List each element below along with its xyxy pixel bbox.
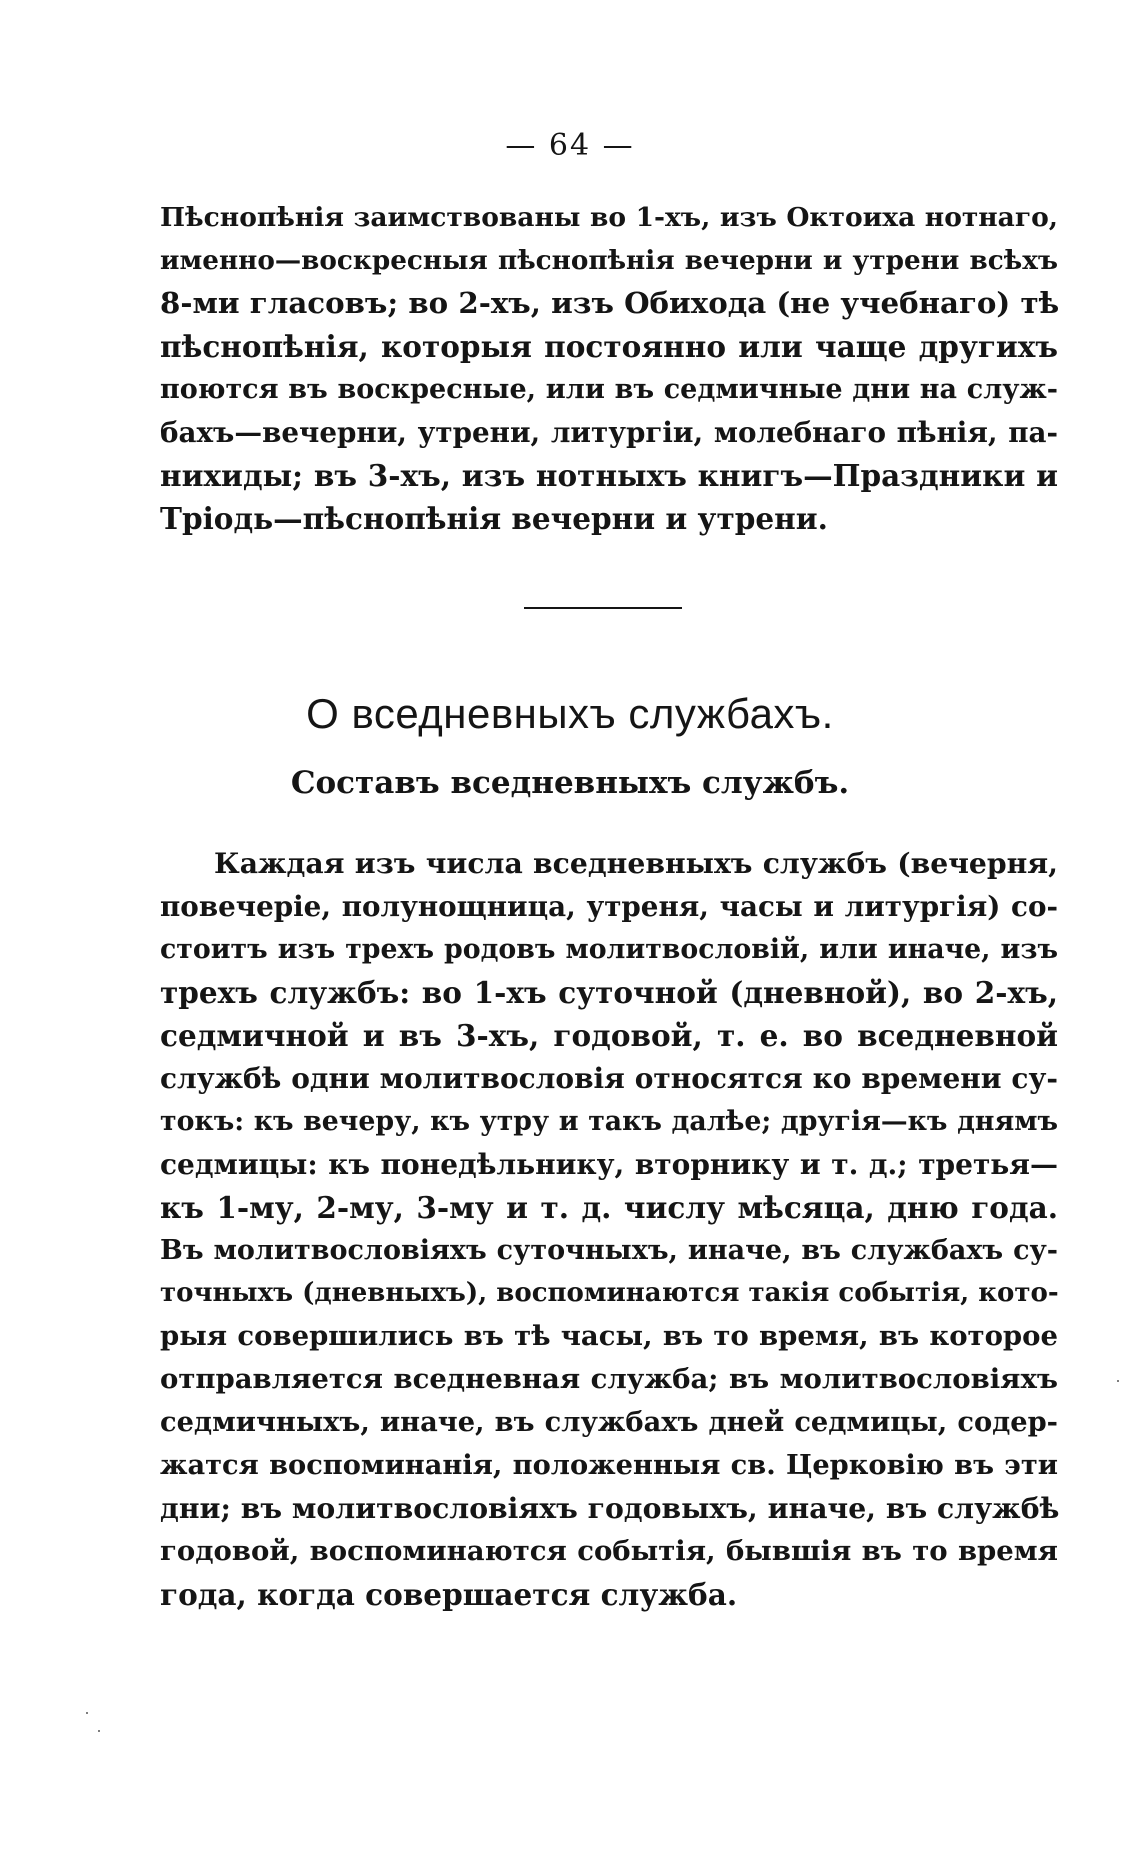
text-line: рыя совершились въ тѣ часы, въ то время, въ которое xyxy=(160,1320,1058,1352)
text-line: Въ молитвословіяхъ суточныхъ, иначе, въ службахъ су- xyxy=(160,1235,1058,1266)
text-line: года, когда совершается служба. xyxy=(160,1577,738,1612)
text-line: 8-ми гласовъ; во 2-хъ, изъ Обихода (не учебнаго) тѣ xyxy=(160,286,1060,320)
text-line: службѣ одни молитвословія относятся ко времени су- xyxy=(160,1062,1058,1095)
text-line: къ 1-му, 2-му, 3-му и т. д. числу мѣсяца, дню года. xyxy=(160,1190,1058,1225)
text-line: седмичной и въ 3-хъ, годовой, т. е. во вседневной xyxy=(160,1018,1058,1053)
text-line: Каждая изъ числа вседневныхъ службъ (вечерня, xyxy=(214,846,1058,880)
section-divider xyxy=(524,607,682,609)
scan-speck xyxy=(1117,1380,1119,1382)
paragraph-daily-services xyxy=(160,842,1058,1616)
text-line: годовой, воспоминаются событія, бывшія въ то время xyxy=(160,1535,1058,1567)
text-line: седмицы: къ понедѣльнику, вторнику и т. д.; третья— xyxy=(160,1148,1058,1181)
text-line: нихиды; въ 3-хъ, изъ нотныхъ книгъ—Праздники и xyxy=(160,458,1058,493)
text-line: токъ: къ вечеру, къ утру и такъ далѣе; другія—къ днямъ xyxy=(160,1106,1058,1137)
text-line: седмичныхъ, иначе, въ службахъ дней седмицы, содер- xyxy=(160,1406,1058,1438)
scan-speck xyxy=(86,1712,88,1714)
text-line: дни; въ молитвословіяхъ годовыхъ, иначе, въ службѣ xyxy=(160,1491,1060,1525)
text-line: жатся воспоминанія, положенныя св. Церковію въ эти xyxy=(160,1449,1058,1481)
text-line: пѣснопѣнія, которыя постоянно или чаще другихъ xyxy=(160,329,1058,364)
text-line: стоитъ изъ трехъ родовъ молитвословій, или иначе, изъ xyxy=(160,934,1058,965)
text-line: именно—воскресныя пѣснопѣнія вечерни и утрени всѣхъ xyxy=(160,245,1058,276)
text-line: трехъ службъ: во 1-хъ суточной (дневной), во 2-хъ, xyxy=(160,975,1058,1010)
text-line: Тріодь—пѣснопѣнія вечерни и утрени. xyxy=(160,501,828,536)
section-title: О вседневныхъ службахъ. xyxy=(306,690,834,737)
subsection-title: Составъ вседневныхъ службъ. xyxy=(290,765,850,801)
page-number: — 64 — xyxy=(505,128,635,163)
text-line: поются въ воскресные, или въ седмичные дни на служ- xyxy=(160,374,1058,405)
text-line: повечеріе, полунощница, утреня, часы и литургія) со- xyxy=(160,890,1058,923)
scan-speck xyxy=(98,1730,100,1732)
text-line: бахъ—вечерни, утрени, литургіи, молебнаго пѣнія, па- xyxy=(160,416,1058,449)
paragraph-chants-sources xyxy=(160,196,1058,540)
text-line: отправляется вседневная служба; въ молитвословіяхъ xyxy=(160,1363,1058,1395)
text-line: точныхъ (дневныхъ), воспоминаются такія событія, кото- xyxy=(160,1278,1059,1308)
text-line: Пѣснопѣнія заимствованы во 1-хъ, изъ Октоиха нотнаго, xyxy=(160,202,1058,233)
